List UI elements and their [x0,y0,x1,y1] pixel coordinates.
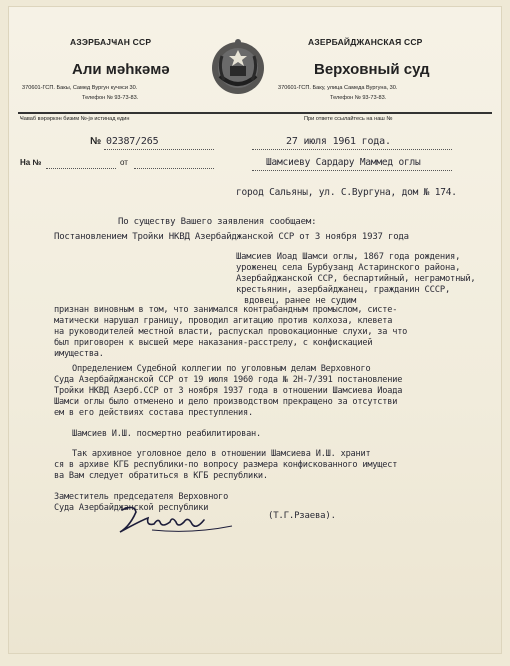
header-left-court: Али мәһкәмә [72,61,170,78]
paragraph-line: Так архивное уголовное дело в отношении Шамсиева И.Ш. хранит [72,449,371,459]
paragraph-line: был приговорен к высшей мере наказания-расстрелу, с конфискацией [54,338,373,348]
paragraph-line: имущества. [54,349,104,359]
header-right-ssr: АЗЕРБАЙДЖАНСКАЯ ССР [308,37,423,47]
paragraph-rehabilitation: Шамсиев И.Ш. посмертно реабилитирован. [72,429,262,439]
body-intro: По существу Вашего заявления сообщаем: [118,217,317,227]
person-line: Шамсиев Иоад Шамси оглы, 1867 года рождения, [236,252,461,262]
paragraph-line: на руководителей местной власти, распускал провокационные слухи, за что [54,327,408,337]
paragraph-line: ем в его действиях состава преступления. [54,408,253,418]
body-resolution: Постановлением Тройки НКВД Азербайджанской ССР от 3 ноября 1937 года [54,232,409,242]
signatory-name: (Т.Г.Рзаева). [268,511,336,521]
ref-note-right: При ответе ссылайтесь на наш № [304,116,393,122]
paragraph-ruling [54,364,402,419]
incoming-from-label: от [120,158,128,167]
number-line [104,149,214,150]
letter-page [8,6,502,654]
header-left-phone: Телефон № 93-73-83. [82,95,139,101]
incoming-from-line [134,168,214,169]
paragraph-line: ва Вам следует обратиться в КГБ республики. [54,471,268,481]
person-line: вдовец, ранее не судим [244,296,357,306]
paragraph-line: Суда Азербайджанской ССР от 19 июля 1960 года № 2Н-7/391 постановление [54,375,403,385]
header-left-ssr: АЗЭРБАЈҸАН ССР [70,37,152,47]
recipient-line [252,170,452,171]
person-block [236,252,476,307]
paragraph-line: матически нарушал границу, проводил агитацию против колхоза, клевета [54,316,393,326]
outgoing-number: 02387/265 [106,136,159,147]
header-divider [18,112,492,114]
recipient-address: город Сальяны, ул. С.Вургуна, дом № 174. [236,187,457,198]
outgoing-number-sign: № [90,136,102,147]
person-line: Азербайджанской ССР, беспартийный, неграмотный, [236,274,476,284]
paragraph-line: Шамси оглы было отменено и дело производством прекращено за отсутстви [54,397,398,407]
header-right-phone: Телефон № 93-73-83. [330,95,387,101]
incoming-number-label: На № [20,158,42,167]
paragraph-line: ся в архиве КГБ республики-по вопросу размера конфискованного имущест [54,460,398,470]
date-line [252,149,452,150]
person-line: уроженец села Бурбузанд Астаринского района, [236,263,461,273]
header-left-address: 370601-ГСП. Бакы, Самед Вургун кучәси 30. [22,85,138,91]
header-right-address: 370601-ГСП. Баку, улица Самеда Вургуна, 30. [278,85,398,91]
handwritten-signature [112,500,262,540]
paragraph-line: Определением Судебной коллегии по уголовным делам Верховного [72,364,371,374]
paragraph-line: Тройки НКВД Азерб.ССР от 3 ноября 1937 года в отношении Шамсиева Иоада [54,386,403,396]
signatory-title-line: Заместитель председателя Верховного [54,492,229,502]
ref-note-left: Ҹаваб вәрәркән бизим №-јә истинад един [20,116,130,122]
state-emblem [208,36,268,96]
signatory-title-line: Суда Азербайджанской республики [54,503,209,513]
person-line: крестьянин, азербайджанец, гражданин СССР, [236,285,451,295]
paragraph-accusation [54,305,407,360]
recipient-name: Шамсиеву Сардару Маммед оглы [266,157,421,168]
paragraph-line: признан виновным в том, что занимался контрабандным промыслом, систе- [54,305,398,315]
header-right-court: Верховный суд [314,61,430,78]
incoming-number-line [46,168,116,169]
letter-date: 27 июля 1961 года. [286,136,391,147]
paragraph-archive [54,449,397,482]
